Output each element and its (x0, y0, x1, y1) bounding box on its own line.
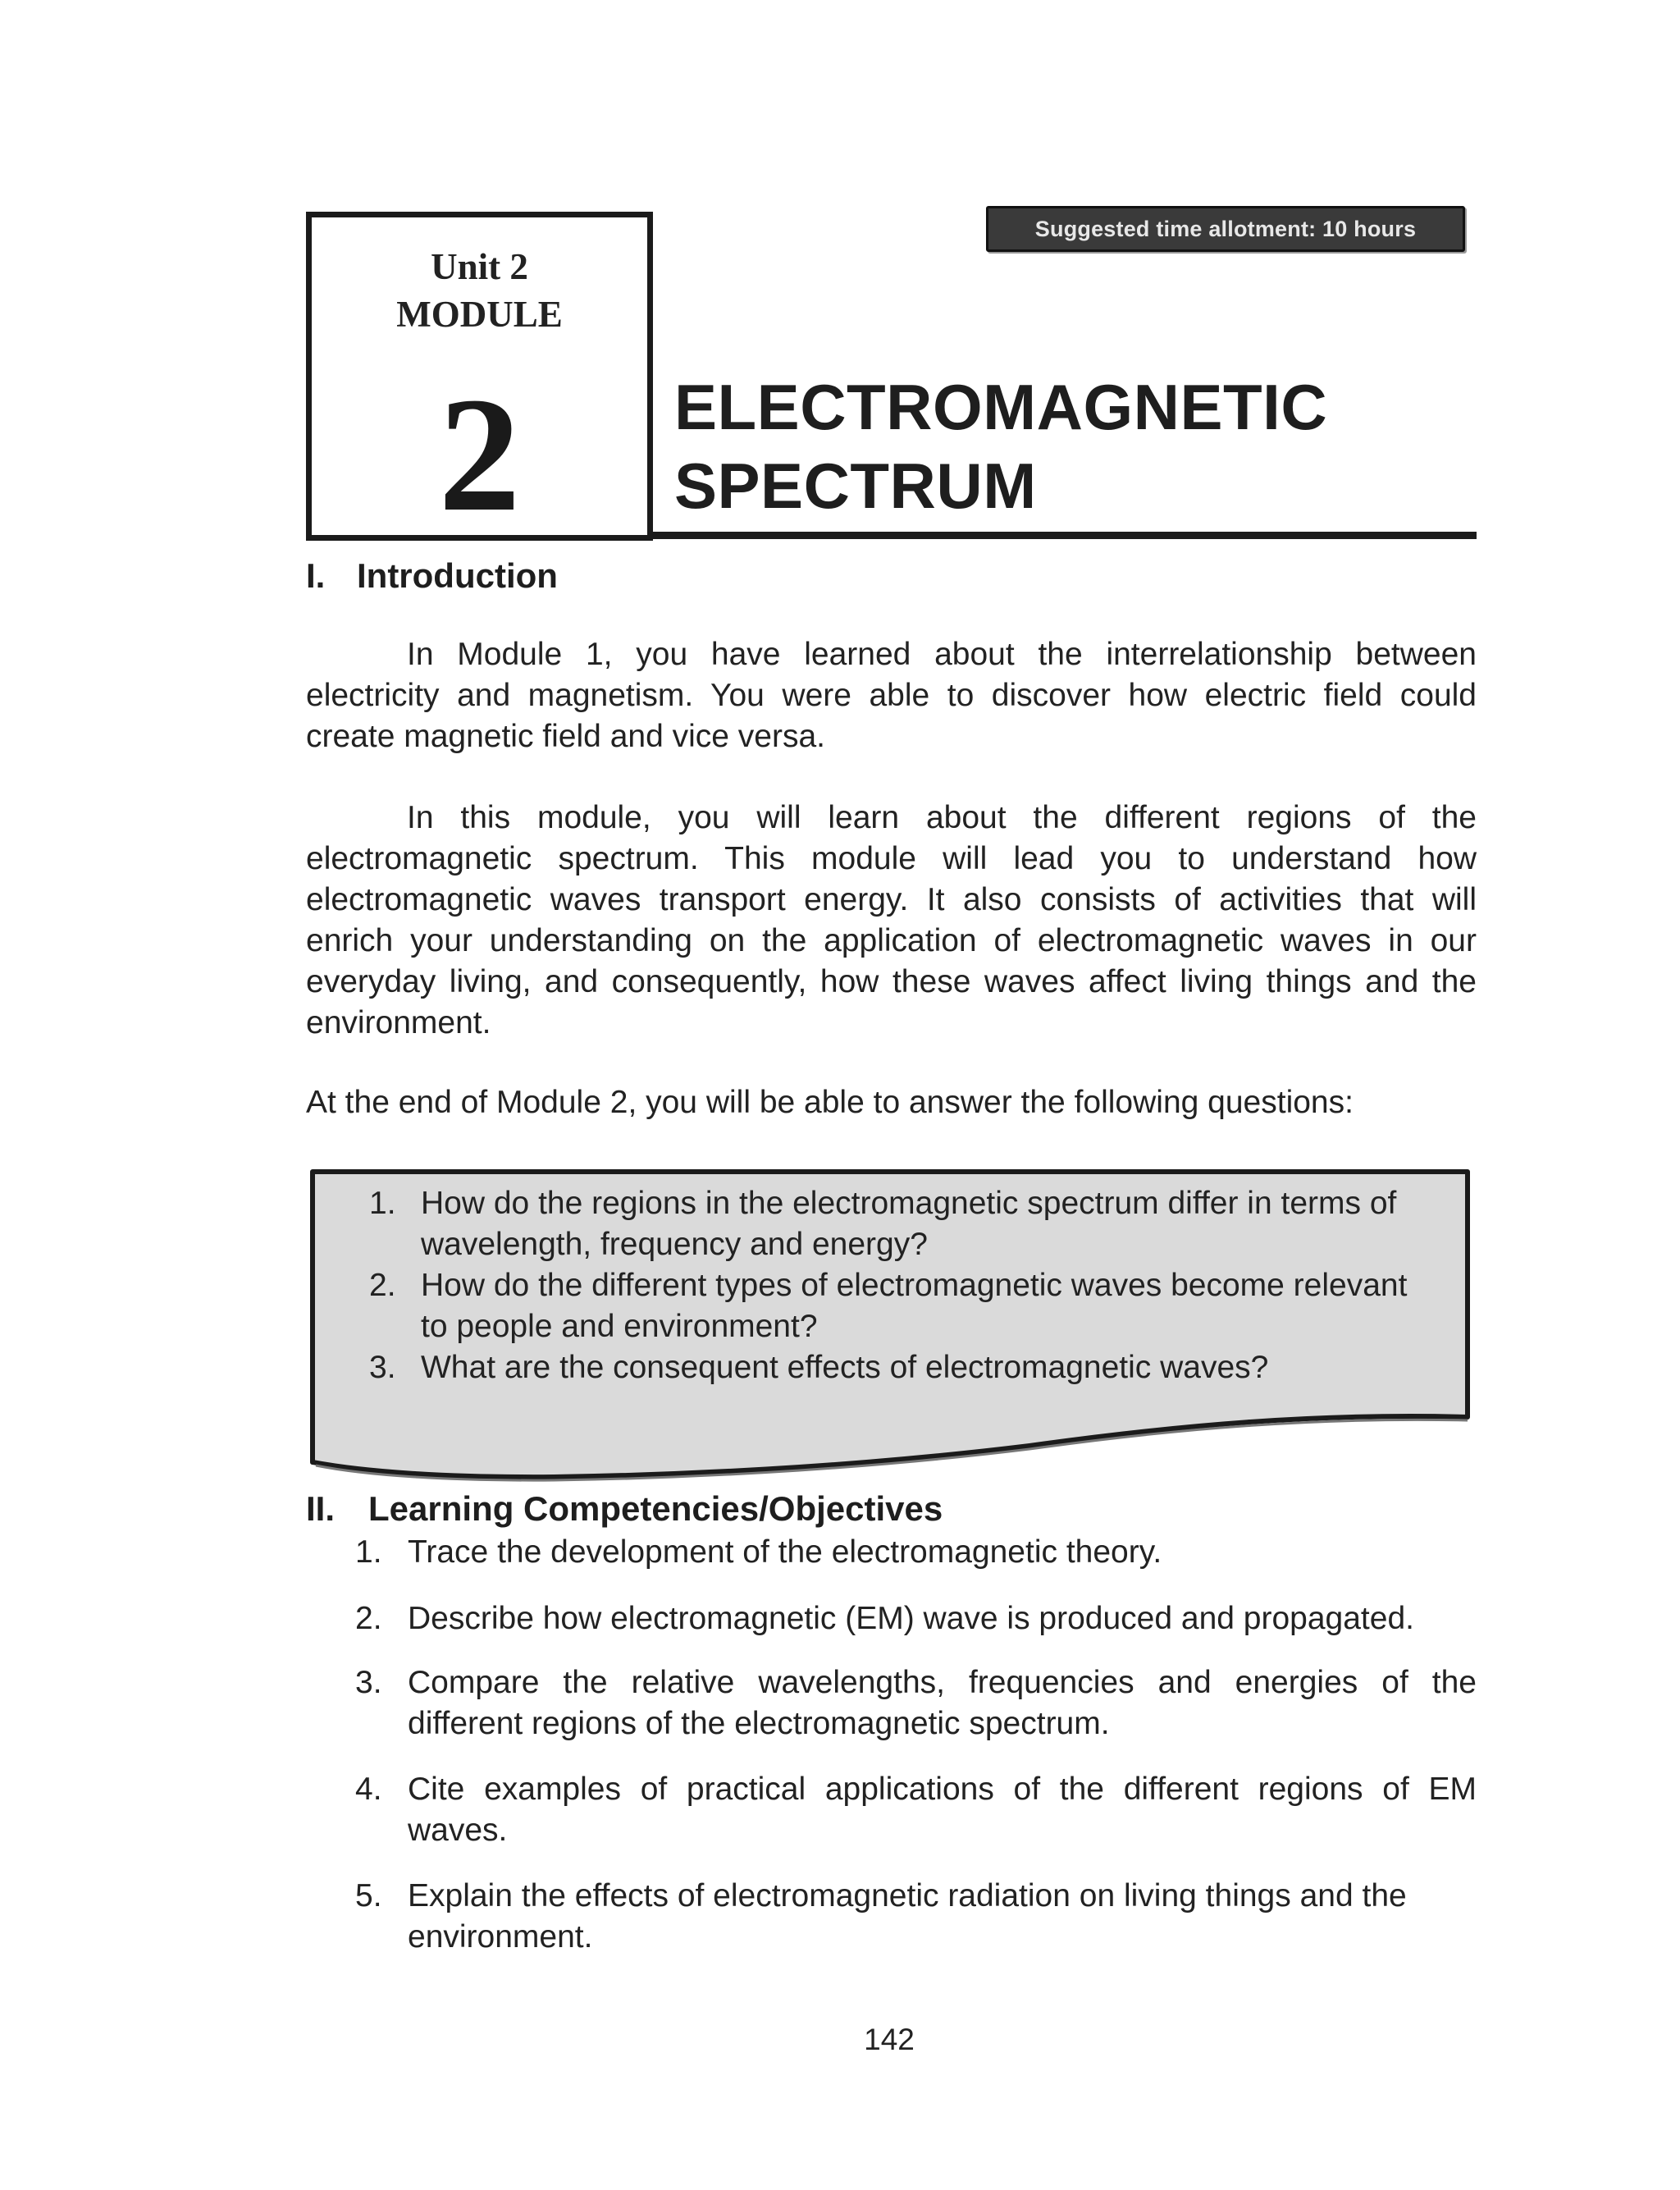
list-item: 2. Describe how electromagnetic (EM) wave is produced and propagated. (355, 1601, 1414, 1636)
list-item: 2. How do the different types of electromagnetic waves become relevant to people and environment? (369, 1268, 1408, 1344)
intro-paragraph-2: In this module, you will learn about the different regions of the electromagnetic spectrum. This module will lead you to understand how electromagnetic waves transport energy. It also consists of activities that will enrich your understanding on the application of electromagnetic waves in our everyday living, and consequently, how these waves affect living things and the environment. (306, 800, 1477, 1040)
unit-label: Unit 2 (431, 246, 528, 287)
list-item: 3. What are the consequent effects of electromagnetic waves? (369, 1350, 1269, 1385)
guide-questions-box (308, 1167, 1472, 1487)
title-line-2: SPECTRUM (674, 450, 1037, 522)
objectives-list (306, 1532, 1477, 1958)
guide-questions-list (308, 1183, 1472, 1388)
module-box (306, 212, 653, 546)
list-item: 1. Trace the development of the electromagnetic theory. (355, 1534, 1162, 1570)
time-allotment-badge: Suggested time allotment: 10 hours (986, 206, 1465, 252)
module-label: MODULE (396, 294, 563, 335)
section-number: I. (306, 556, 326, 595)
section-number: II. (306, 1489, 336, 1528)
page-title (674, 368, 1327, 525)
section-title: Learning Competencies/Objectives (368, 1489, 943, 1528)
objectives-heading (306, 1489, 943, 1529)
list-item: 4. Cite examples of practical applications of the different regions of EM waves. (355, 1772, 1477, 1848)
list-item: 1. How do the regions in the electromagnetic spectrum differ in terms of wavelength, frequency and energy? (369, 1186, 1397, 1262)
title-line-1: ELECTROMAGNETIC (674, 371, 1328, 443)
list-item: 3. Compare the relative wavelengths, frequencies and energies of the different regions of the electromagnetic spectrum. (355, 1665, 1477, 1741)
title-divider (653, 532, 1477, 539)
intro-paragraph-1: In Module 1, you have learned about the interrelationship between electricity and magnetism. You were able to discover how electric field could create magnetic field and vice versa. (306, 637, 1477, 754)
list-item: 5. Explain the effects of electromagnetic radiation on living things and the environment. (355, 1878, 1407, 1955)
section-title: Introduction (357, 556, 558, 595)
module-number: 2 (438, 364, 521, 546)
page-number: 142 (864, 2023, 915, 2056)
intro-paragraph-3: At the end of Module 2, you will be able to answer the following questions: (306, 1085, 1354, 1120)
introduction-heading (306, 556, 558, 596)
